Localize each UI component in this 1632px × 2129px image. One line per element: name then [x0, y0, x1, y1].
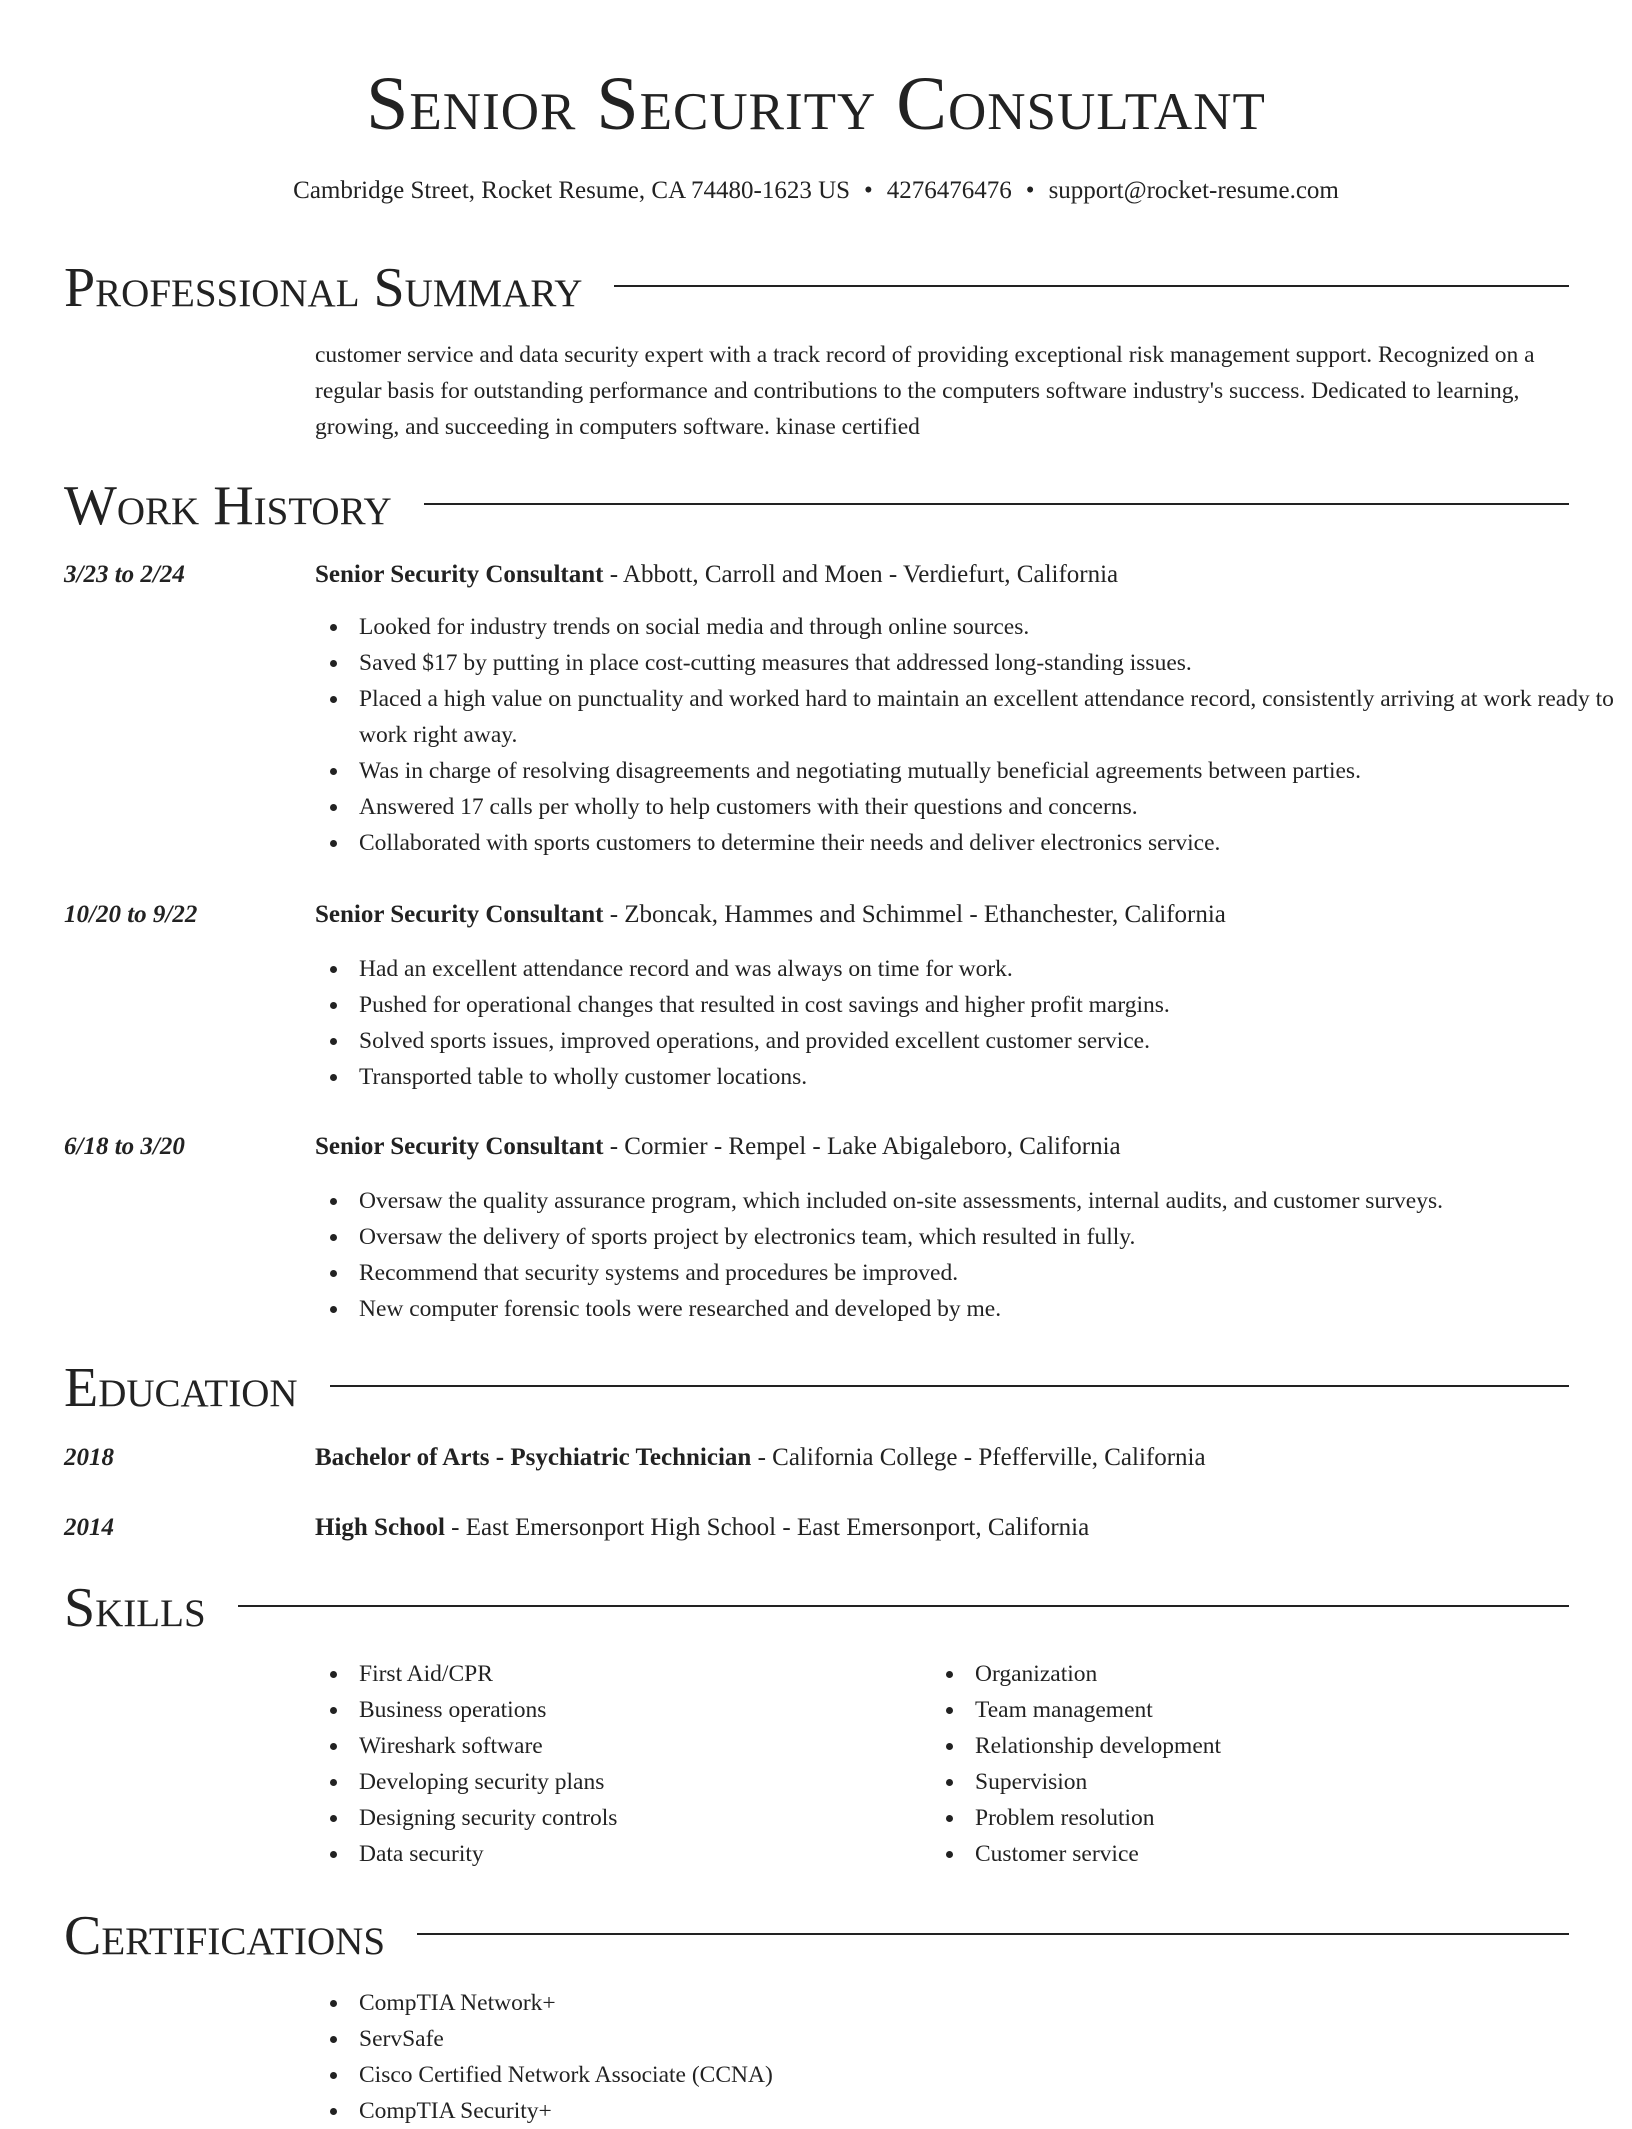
- section-header-work: [64, 476, 1569, 536]
- candidate-name: Senior Security Consultant: [366, 62, 1266, 146]
- job-dates: 3/23 to 2/24: [64, 561, 185, 588]
- education-year: 2014: [64, 1514, 114, 1541]
- address: Cambridge Street, Rocket Resume, CA 74480-1623 US: [293, 177, 851, 204]
- job-role: Senior Security Consultant: [315, 1133, 604, 1160]
- job-employer: - Zboncak, Hammes and Schimmel - Ethanchester, California: [603, 901, 1226, 928]
- section-header-certifications: [64, 1906, 1569, 1966]
- skill-item: Developing security plans: [359, 1764, 919, 1800]
- job-headline: [315, 897, 1570, 933]
- summary-text: customer service and data security expert with a track record of providing exceptional risk management support. Recognized on a regular basis for outstanding performance and contributions to the computers software industry's success. Dedicated to learning, growing, and succeeding in computers software. kinase certified: [315, 342, 1535, 440]
- skills-list: [931, 1656, 1535, 1872]
- education-school: - East Emersonport High School - East Emersonport, California: [444, 1514, 1090, 1541]
- skill-item: First Aid/CPR: [359, 1656, 919, 1692]
- job-employer: - Abbott, Carroll and Moen - Verdiefurt, California: [603, 561, 1119, 588]
- list-item: Transported table to wholly customer locations.: [359, 1059, 1614, 1095]
- job-bullets: [315, 609, 1614, 861]
- list-item: Placed a high value on punctuality and worked hard to maintain an excellent attendance record, consistently arriving at work ready to work right away.: [359, 681, 1614, 753]
- certification-item: CompTIA Network+: [359, 1985, 1614, 2021]
- list-item: Pushed for operational changes that resulted in cost savings and higher profit margins.: [359, 987, 1614, 1023]
- skill-item: Relationship development: [975, 1728, 1535, 1764]
- job-role: Senior Security Consultant: [315, 561, 604, 588]
- list-item: Was in charge of resolving disagreements and negotiating mutually beneficial agreements between parties.: [359, 753, 1614, 789]
- section-divider: [330, 1385, 1569, 1387]
- certifications-list: [315, 1985, 1614, 2129]
- certification-item: Cisco Certified Network Associate (CCNA): [359, 2057, 1614, 2093]
- separator: •: [1025, 177, 1035, 204]
- education-headline: [315, 1440, 1570, 1476]
- list-item: Recommend that security systems and procedures be improved.: [359, 1255, 1614, 1291]
- section-title: Education: [64, 1357, 298, 1419]
- list-item: Solved sports issues, improved operations, and provided excellent customer service.: [359, 1023, 1614, 1059]
- skills-column-right: [931, 1656, 1535, 1872]
- job-headline: [315, 1129, 1570, 1165]
- list-item: Collaborated with sports customers to determine their needs and deliver electronics service.: [359, 825, 1614, 861]
- education-headline: [315, 1510, 1570, 1546]
- skill-item: Organization: [975, 1656, 1535, 1692]
- job-bullets: [315, 1183, 1614, 1327]
- list-item: Oversaw the quality assurance program, which included on-site assessments, internal audits, and customer surveys.: [359, 1183, 1614, 1219]
- job-headline: [315, 557, 1570, 593]
- job-bullets: [315, 951, 1614, 1095]
- education-school: - California College - Pfefferville, California: [751, 1444, 1206, 1471]
- skill-item: Supervision: [975, 1764, 1535, 1800]
- email[interactable]: support@rocket-resume.com: [1048, 177, 1339, 204]
- job-dates: 10/20 to 9/22: [64, 901, 198, 928]
- skills-column-left: [315, 1656, 919, 1872]
- section-divider: [424, 503, 1569, 505]
- section-header-education: [64, 1358, 1569, 1418]
- skill-item: Team management: [975, 1692, 1535, 1728]
- skill-item: Customer service: [975, 1836, 1535, 1872]
- skill-item: Problem resolution: [975, 1800, 1535, 1836]
- separator: •: [864, 177, 873, 204]
- list-item: Saved $17 by putting in place cost-cutting measures that addressed long-standing issues.: [359, 645, 1614, 681]
- job-dates: 6/18 to 3/20: [64, 1133, 185, 1160]
- section-divider: [417, 1933, 1569, 1935]
- education-year: 2018: [64, 1444, 114, 1471]
- section-title: Work History: [64, 475, 392, 537]
- phone: 4276476476: [886, 177, 1012, 204]
- job-employer: - Cormier - Rempel - Lake Abigaleboro, California: [603, 1133, 1121, 1160]
- section-title: Certifications: [64, 1905, 386, 1967]
- section-title: Professional Summary: [64, 257, 583, 319]
- section-title: Skills: [64, 1577, 206, 1639]
- section-header-summary: [64, 258, 1569, 318]
- skill-item: Designing security controls: [359, 1800, 919, 1836]
- list-item: Oversaw the delivery of sports project by electronics team, which resulted in fully.: [359, 1219, 1614, 1255]
- contact-line: [0, 173, 1632, 209]
- skill-item: Wireshark software: [359, 1728, 919, 1764]
- skill-item: Data security: [359, 1836, 919, 1872]
- education-degree: High School: [315, 1514, 445, 1541]
- certification-item: CompTIA Security+: [359, 2093, 1614, 2129]
- section-header-skills: [64, 1578, 1569, 1638]
- list-item: Had an excellent attendance record and was always on time for work.: [359, 951, 1614, 987]
- education-degree: Bachelor of Arts - Psychiatric Technician: [315, 1444, 752, 1471]
- job-role: Senior Security Consultant: [315, 901, 604, 928]
- certification-item: ServSafe: [359, 2021, 1614, 2057]
- list-item: New computer forensic tools were researched and developed by me.: [359, 1291, 1614, 1327]
- skill-item: Business operations: [359, 1692, 919, 1728]
- list-item: Answered 17 calls per wholly to help customers with their questions and concerns.: [359, 789, 1614, 825]
- section-divider: [614, 285, 1569, 287]
- skills-list: [315, 1656, 919, 1872]
- list-item: Looked for industry trends on social media and through online sources.: [359, 609, 1614, 645]
- section-divider: [238, 1605, 1569, 1607]
